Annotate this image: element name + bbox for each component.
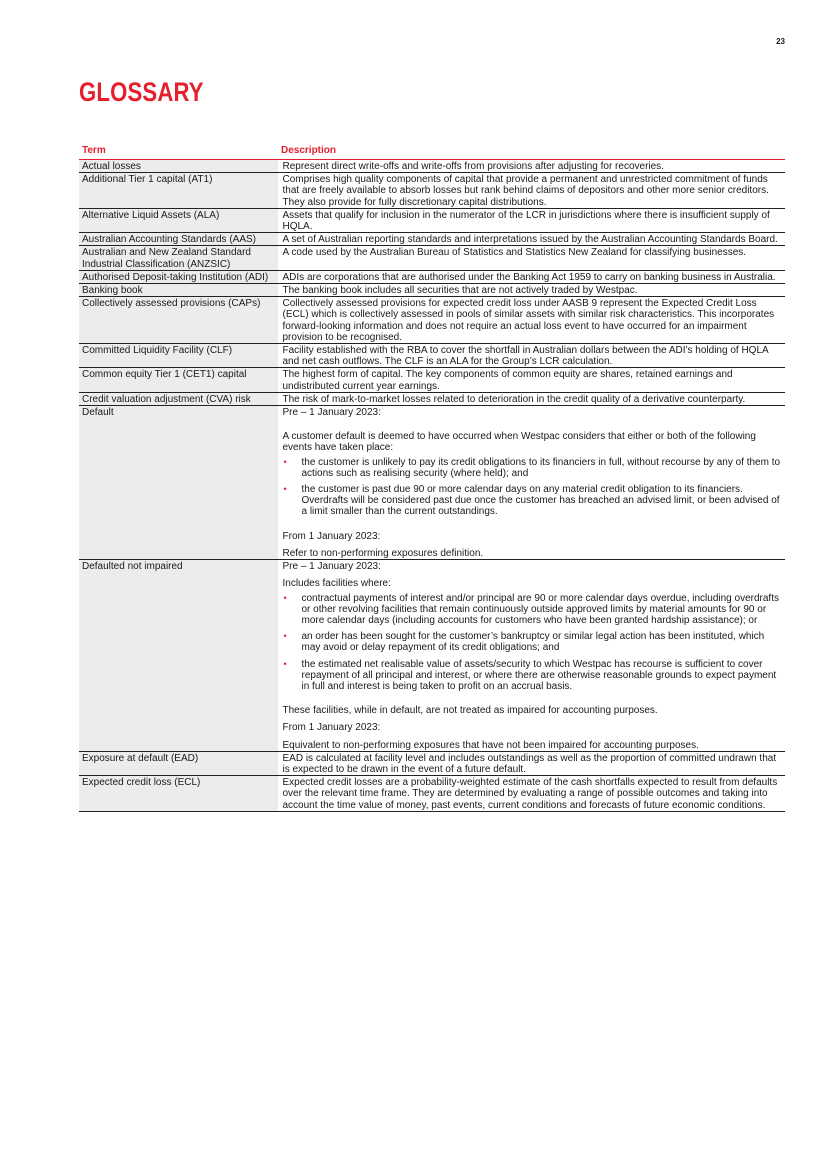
- description-cell: Comprises high quality components of capital that provide a permanent and unrestricted commitment of funds that are freely available to absorb losses but rank behind claims of depositors and other more senior creditors. They also provide for fully discretionary capital distributions.: [278, 173, 785, 209]
- description-cell: [278, 560, 785, 752]
- table-row: [79, 233, 785, 246]
- list-item-text: the estimated net realisable value of assets/security to which Westpac has recourse is sufficient to cover repayment of all principal and interest, or where there are otherwise reasonable grounds to expect payment in full and interest is being taken to profit on an accrual basis.: [301, 658, 777, 692]
- description-cell: The risk of mark-to-market losses related to deterioration in the credit quality of a derivative counterparty.: [278, 392, 785, 405]
- paragraph: Refer to non-performing exposures definition.: [282, 547, 484, 559]
- list-item-text: the customer is past due 90 or more calendar days on any material credit obligation to its financiers. Overdrafts will be considered past due once the customer has breached an advised limit, or been advised of a limit smaller than the current outstandings.: [301, 484, 780, 518]
- table-row-defaulted-not-impaired: [79, 560, 785, 752]
- description-cell: EAD is calculated at facility level and includes outstandings as well as the proportion of committed undrawn that is expected to be drawn in the event of a future default.: [278, 751, 785, 775]
- column-header-term: Term: [79, 144, 278, 160]
- paragraph: These facilities, while in default, are not treated as impaired for accounting purposes.: [282, 705, 658, 717]
- period-heading: Pre – 1 January 2023:: [282, 407, 381, 419]
- bullet-icon: •: [283, 631, 287, 642]
- list-item-text: the customer is unlikely to pay its credit obligations to its financiers in full, without recourse by any of them to actions such as realising security (where held); and: [301, 456, 781, 479]
- term-cell: Common equity Tier 1 (CET1) capital: [79, 368, 278, 392]
- period-heading: Pre – 1 January 2023:: [282, 561, 381, 573]
- table-row-default: [79, 406, 785, 560]
- table-row: [79, 160, 785, 173]
- table-row: [79, 173, 785, 209]
- table-row: [79, 270, 785, 283]
- table-row: [79, 751, 785, 775]
- bullet-icon: •: [283, 658, 287, 669]
- list-item: [283, 457, 783, 479]
- description-cell: [278, 406, 785, 560]
- bullet-icon: •: [283, 592, 287, 603]
- description-cell: Represent direct write-offs and write-offs from provisions after adjusting for recoveries.: [278, 160, 785, 173]
- glossary-table: [79, 144, 785, 812]
- list-item: [283, 484, 783, 518]
- term-cell: Committed Liquidity Facility (CLF): [79, 344, 278, 368]
- column-header-description: Description: [278, 144, 785, 160]
- list-item: [283, 659, 783, 693]
- table-row: [79, 284, 785, 297]
- term-cell: Credit valuation adjustment (CVA) risk: [79, 392, 278, 405]
- description-cell: Assets that qualify for inclusion in the numerator of the LCR in jurisdictions where there is insufficient supply of HQLA.: [278, 208, 785, 232]
- list-item: [283, 593, 783, 627]
- paragraph: Includes facilities where:: [282, 578, 391, 590]
- bullet-icon: •: [283, 456, 287, 467]
- list-item-text: contractual payments of interest and/or principal are 90 or more calendar days overdue, including overdrafts or other revolving facilities that remain continuously outside approved limits by material amounts for 90 or more calendar days (including accounts for customers who have been granted hardship assistance); or: [301, 592, 779, 626]
- term-cell: Australian and New Zealand Standard Industrial Classification (ANZSIC): [79, 246, 278, 270]
- term-cell: Alternative Liquid Assets (ALA): [79, 208, 278, 232]
- period-heading: From 1 January 2023:: [282, 722, 381, 734]
- paragraph: Equivalent to non-performing exposures that have not been impaired for accounting purposes.: [282, 739, 699, 751]
- description-cell: A code used by the Australian Bureau of Statistics and Statistics New Zealand for classifying businesses.: [278, 246, 785, 270]
- page-number: 23: [776, 37, 785, 46]
- term-cell: Default: [79, 406, 278, 560]
- description-cell: Collectively assessed provisions for expected credit loss under AASB 9 represent the Expected Credit Loss (ECL) which is collectively assessed in pools of similar assets with similar risk characteristics. This incorporates forward-looking information and does not require an actual loss event to have occurred for an impairment provision to be recognised.: [278, 297, 785, 344]
- table-header-row: [79, 144, 785, 160]
- table-row: [79, 297, 785, 344]
- page-title: GLOSSARY: [79, 77, 204, 107]
- description-cell: A set of Australian reporting standards and interpretations issued by the Australian Accounting Standards Board.: [278, 233, 785, 246]
- bullet-list: [283, 457, 783, 518]
- table-row: [79, 392, 785, 405]
- bullet-list: [283, 593, 783, 693]
- list-item-text: an order has been sought for the customer’s bankruptcy or similar legal action has been instituted, which may avoid or delay repayment of its credit obligations; and: [301, 631, 765, 654]
- table-row: [79, 344, 785, 368]
- term-cell: Exposure at default (EAD): [79, 751, 278, 775]
- description-cell: Facility established with the RBA to cover the shortfall in Australian dollars between the ADI’s holding of HQLA and net cash outflows. The CLF is an ALA for the Group’s LCR calculation.: [278, 344, 785, 368]
- description-cell: Expected credit losses are a probability-weighted estimate of the cash shortfalls expected to result from defaults over the relevant time frame. They are determined by evaluating a range of possible outcomes and taking into account the time value of money, past events, current conditions and forecasts of future economic conditions.: [278, 776, 785, 812]
- period-heading: From 1 January 2023:: [282, 530, 381, 542]
- term-cell: Banking book: [79, 284, 278, 297]
- table-row: [79, 246, 785, 270]
- table-row: [79, 368, 785, 392]
- table-row: [79, 776, 785, 812]
- term-cell: Collectively assessed provisions (CAPs): [79, 297, 278, 344]
- description-cell: ADIs are corporations that are authorised under the Banking Act 1959 to carry on banking business in Australia.: [278, 270, 785, 283]
- term-cell: Defaulted not impaired: [79, 560, 278, 752]
- table-row: [79, 208, 785, 232]
- description-cell: The banking book includes all securities that are not actively traded by Westpac.: [278, 284, 785, 297]
- term-cell: Actual losses: [79, 160, 278, 173]
- term-cell: Authorised Deposit-taking Institution (ADI): [79, 270, 278, 283]
- term-cell: Expected credit loss (ECL): [79, 776, 278, 812]
- description-cell: The highest form of capital. The key components of common equity are shares, retained earnings and undistributed current year earnings.: [278, 368, 785, 392]
- bullet-icon: •: [283, 484, 287, 495]
- term-cell: Australian Accounting Standards (AAS): [79, 233, 278, 246]
- term-cell: Additional Tier 1 capital (AT1): [79, 173, 278, 209]
- list-item: [283, 631, 783, 653]
- paragraph: A customer default is deemed to have occurred when Westpac considers that either or both of the following events have taken place:: [282, 431, 756, 454]
